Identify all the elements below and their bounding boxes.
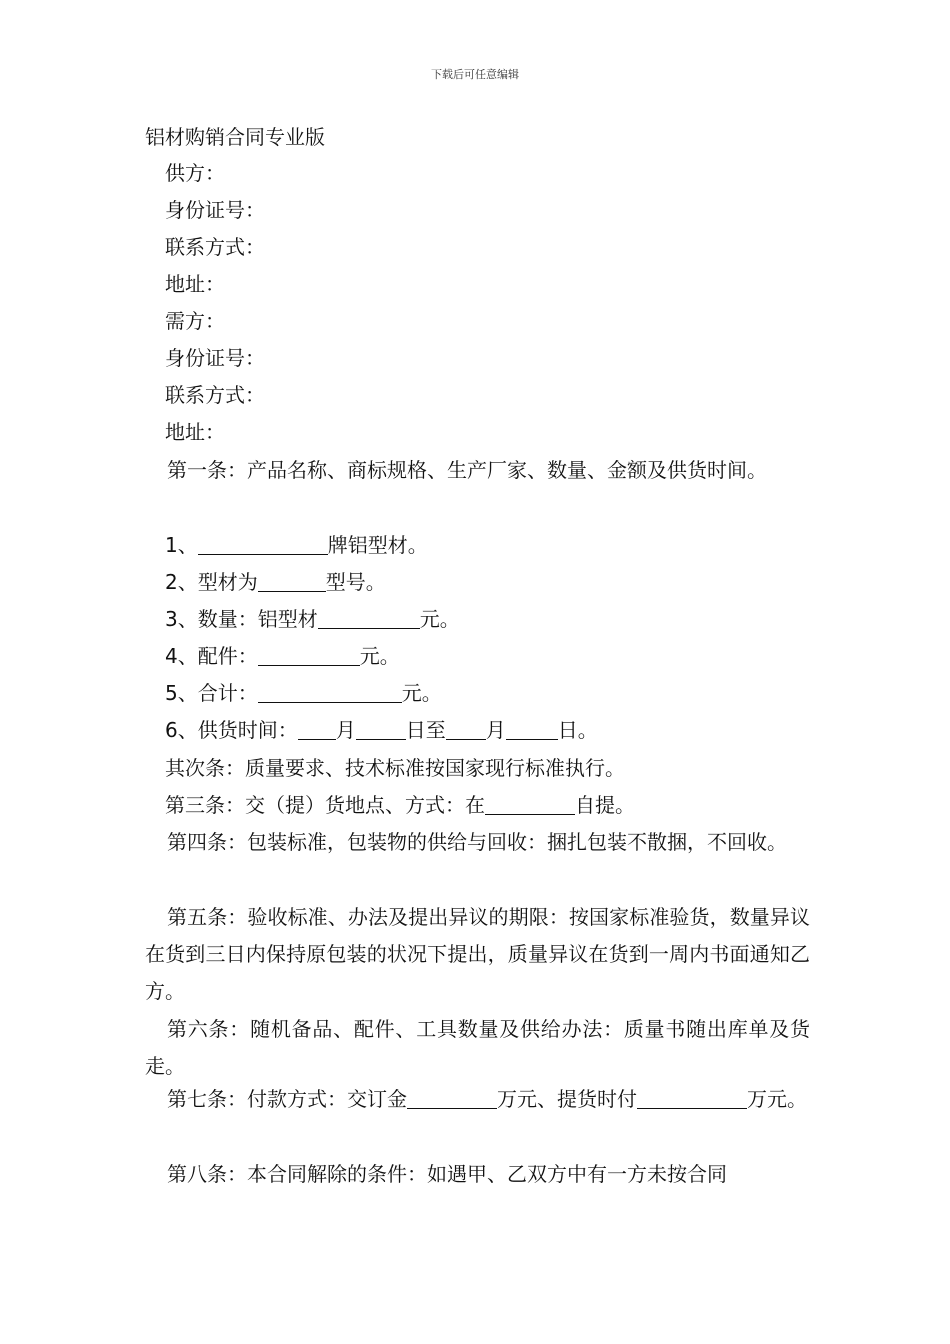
brand-blank	[198, 534, 328, 555]
item-4-suffix: 元。	[359, 644, 400, 668]
article-6: 第六条：随机备品、配件、工具数量及供给办法：质量书随出库单及货走。	[145, 1017, 810, 1078]
article-4: 第四条：包装标准，包装物的供给与回收：捆扎包装不散捆，不回收。	[167, 830, 787, 854]
total-blank	[258, 682, 402, 703]
buyer-address-label: 地址：	[165, 420, 225, 444]
delivery-place-blank	[485, 794, 575, 815]
item-1	[165, 531, 428, 559]
supplier-address-label: 地址：	[165, 272, 225, 296]
deposit-blank	[407, 1088, 497, 1109]
article-5: 第五条：验收标准、办法及提出异议的期限：按国家标准验货，数量异议在货到三日内保持原包装的状况下提出，质量异议在货到一周内书面通知乙方。	[145, 905, 810, 1003]
item-6-prefix: 6、供货时间：	[165, 718, 298, 742]
article-2: 其次条：质量要求、技术标准按国家现行标准执行。	[165, 756, 625, 780]
item-6-day-end: 日。	[557, 718, 598, 742]
item-2-prefix: 2、型材为	[165, 570, 258, 594]
article-3-suffix: 自提。	[575, 793, 635, 817]
article-1: 第一条：产品名称、商标规格、生产厂家、数量、金额及供货时间。	[167, 458, 767, 482]
article-3	[165, 791, 635, 819]
document-title: 铝材购销合同专业版	[145, 125, 325, 149]
model-blank	[258, 571, 326, 592]
buyer-label: 需方：	[165, 309, 225, 333]
item-5	[165, 679, 442, 707]
item-1-prefix: 1、	[165, 533, 198, 557]
start-day-blank	[356, 719, 406, 740]
article-7-prefix: 第七条：付款方式：交订金	[167, 1087, 407, 1111]
item-4-prefix: 4、配件：	[165, 644, 258, 668]
item-3-suffix: 元。	[419, 607, 460, 631]
item-5-suffix: 元。	[401, 681, 442, 705]
quantity-blank	[318, 608, 420, 629]
item-1-suffix: 牌铝型材。	[327, 533, 428, 557]
item-5-prefix: 5、合计：	[165, 681, 258, 705]
supplier-label: 供方：	[165, 161, 225, 185]
item-4	[165, 642, 400, 670]
item-6-month-2: 月	[485, 718, 506, 742]
item-2-suffix: 型号。	[325, 570, 386, 594]
item-2	[165, 568, 386, 596]
supplier-contact-label: 联系方式：	[165, 235, 265, 259]
parts-blank	[258, 645, 360, 666]
article-7-suffix: 万元。	[747, 1087, 807, 1111]
article-7-middle: 万元、提货时付	[497, 1087, 637, 1111]
page-header-note: 下载后可任意编辑	[431, 68, 519, 81]
article-8: 第八条：本合同解除的条件：如遇甲、乙双方中有一方未按合同	[167, 1162, 727, 1186]
start-month-blank	[298, 719, 336, 740]
buyer-contact-label: 联系方式：	[165, 383, 265, 407]
end-month-blank	[446, 719, 486, 740]
end-day-blank	[506, 719, 558, 740]
article-7	[145, 1081, 810, 1118]
item-3	[165, 605, 460, 633]
buyer-id-label: 身份证号：	[165, 346, 265, 370]
supplier-id-label: 身份证号：	[165, 198, 265, 222]
item-6-month: 月	[335, 718, 356, 742]
item-3-prefix: 3、数量：铝型材	[165, 607, 318, 631]
article-3-prefix: 第三条：交（提）货地点、方式：在	[165, 793, 485, 817]
item-6	[165, 716, 598, 744]
item-6-day-to: 日至	[405, 718, 446, 742]
pickup-payment-blank	[637, 1088, 747, 1109]
